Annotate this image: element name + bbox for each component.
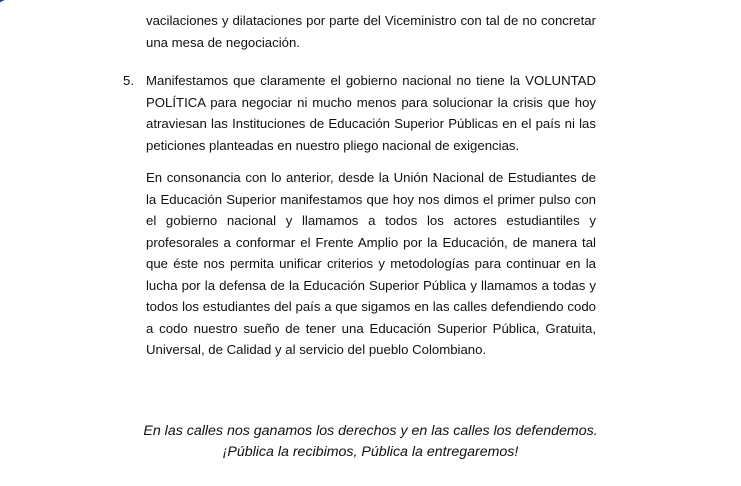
item-number-5: 5.	[123, 73, 134, 88]
consonancia-paragraph: En consonancia con lo anterior, desde la Unión Nacional de Estudiantes de la Educación Superior manifestamos que hoy nos dimos el primer pulso con el gobierno nacional y llamamos a todos los actores estudiantiles y profesorales a conformar el Frente Amplio por la Educación, de manera tal que éste nos permita unificar criterios y metodologías para continuar en la lucha por la defensa de la Educación Superior Pública y llamamos a todas y todos los estudiantes del país a que sigamos en las calles defendiendo codo a codo nuestro sueño de tener una Educación Superior Pública, Gratuita, Universal, de Calidad y al servicio del pueblo Colombiano.	[146, 170, 596, 357]
closing-slogan-line-2: ¡Pública la recibimos, Pública la entregaremos!	[222, 444, 519, 460]
item-5-paragraph: Manifestamos que claramente el gobierno nacional no tiene la VOLUNTAD POLÍTICA para negociar ni mucho menos para solucionar la crisis que hoy atraviesan las Instituciones de Educación Superior Públicas en el país ni las peticiones planteadas en nuestro pliego nacional de exigencias.	[146, 73, 596, 153]
continuation-paragraph: vacilaciones y dilataciones por parte del Viceministro con tal de no concretar una mesa de negociación.	[146, 13, 596, 50]
closing-slogan-line-1: En las calles nos ganamos los derechos y en las calles los defendemos.	[143, 423, 598, 439]
corner-decoration-stripe	[0, 0, 31, 14]
